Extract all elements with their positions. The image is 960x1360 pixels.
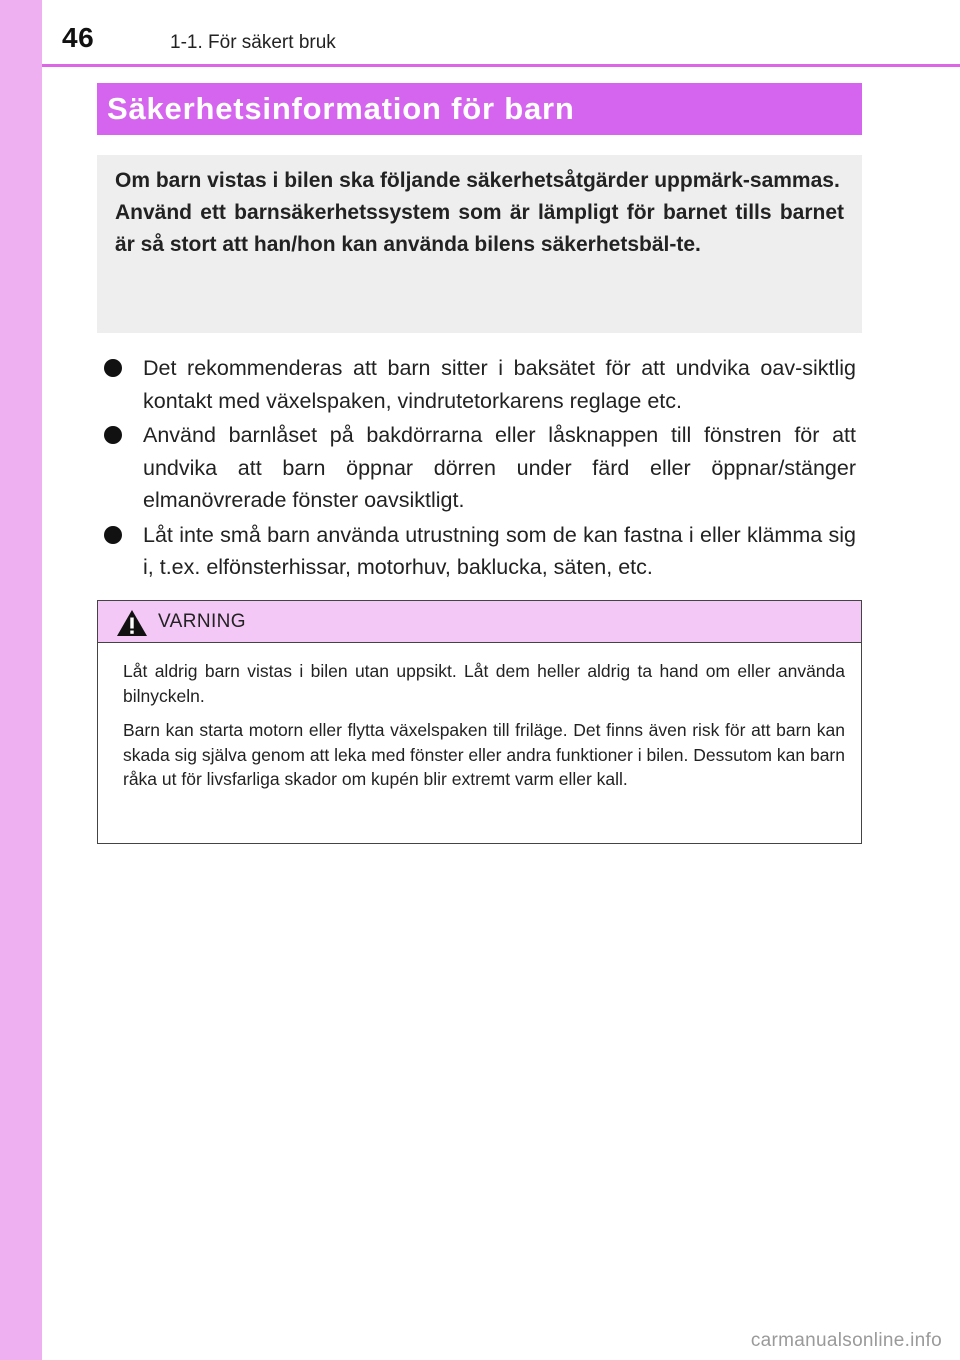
list-item — [100, 419, 856, 517]
warning-body — [98, 643, 861, 792]
intro-paragraph: Använd ett barnsäkerhetssystem som är lämpligt för barnet tills barnet är så stort att han/hon kan använda bilens säkerhetsbäl-te. — [115, 201, 844, 256]
warning-box — [97, 600, 862, 844]
warning-header — [98, 601, 861, 643]
list-item-text: Använd barnlåset på bakdörrarna eller låsknappen till fönstren för att undvika att barn öppnar dörren under färd eller öppnar/stänger elmanövrerade fönster oavsiktligt. — [143, 423, 856, 512]
list-item-text: Låt inte små barn använda utrustning som de kan fastna i eller klämma sig i, t.ex. elfönsterhissar, motorhuv, baklucka, säten, etc. — [143, 522, 856, 579]
warning-paragraph: Barn kan starta motorn eller flytta växelspaken till friläge. Det finns även risk för att barn kan skada sig själva genom att leka med fönster eller andra funktioner i bilen. Dessutom kan barn råka ut för livsfarliga skador om kupén blir extremt varm eller kall. — [123, 720, 845, 789]
intro-paragraph: Om barn vistas i bilen ska följande säkerhetsåtgärder uppmärk-sammas. — [115, 169, 840, 192]
warning-label: VARNING — [158, 611, 246, 632]
section-title: Säkerhetsinformation för barn — [107, 91, 575, 126]
side-color-strip — [0, 0, 42, 1360]
chapter-title: 1-1. För säkert bruk — [170, 32, 336, 53]
section-heading — [97, 83, 862, 135]
list-item — [100, 519, 856, 584]
header-divider — [42, 64, 960, 67]
intro-box — [97, 155, 862, 333]
list-item — [100, 352, 856, 417]
bullet-dot-icon — [104, 359, 122, 377]
page-number: 46 — [62, 22, 95, 53]
bullet-dot-icon — [104, 526, 122, 544]
footer-watermark: carmanualsonline.info — [750, 1330, 942, 1351]
bullet-list — [100, 352, 856, 586]
warning-triangle-icon — [116, 609, 148, 637]
bullet-dot-icon — [104, 426, 122, 444]
list-item-text: Det rekommenderas att barn sitter i baksätet för att undvika oav-siktlig kontakt med växelspaken, vindrutetorkarens reglage etc. — [143, 356, 856, 413]
warning-paragraph: Låt aldrig barn vistas i bilen utan uppsikt. Låt dem heller aldrig ta hand om eller använda bilnyckeln. — [123, 661, 845, 706]
